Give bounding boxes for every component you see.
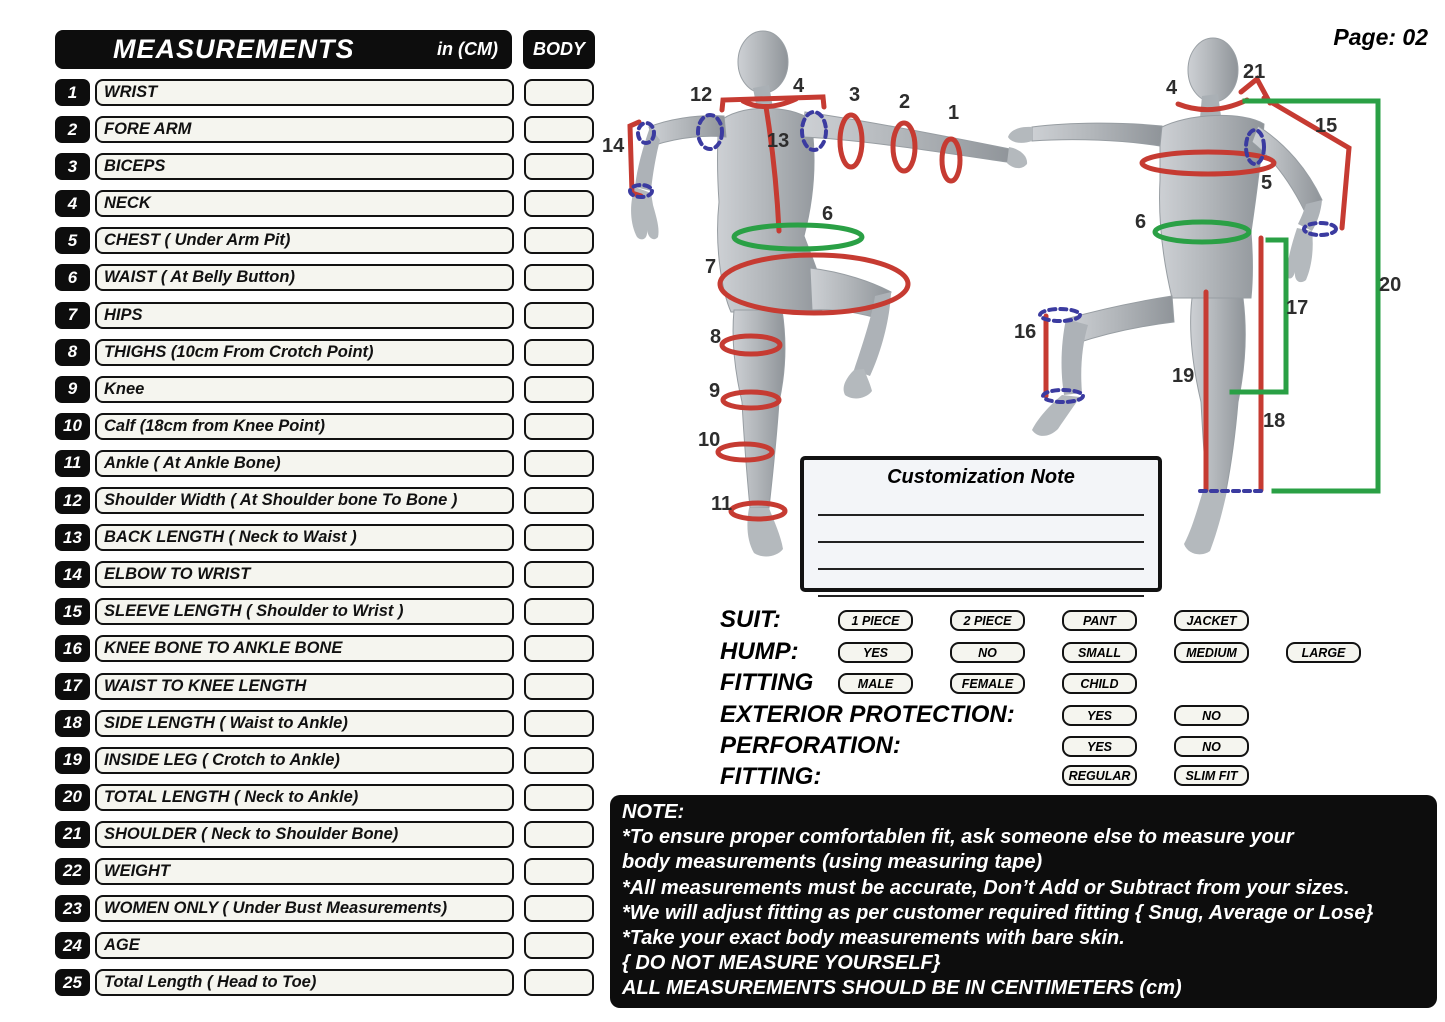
- row-number-badge: 21: [55, 821, 90, 848]
- measurement-value-input[interactable]: [524, 302, 594, 329]
- row-number-badge: 18: [55, 710, 90, 737]
- measurement-label: WAIST TO KNEE LENGTH: [95, 673, 514, 700]
- row-number-badge: 12: [55, 487, 90, 514]
- option-button[interactable]: REGULAR: [1062, 765, 1137, 786]
- row-number-badge: 4: [55, 190, 90, 217]
- option-button[interactable]: NO: [1174, 736, 1249, 757]
- measurement-row: [55, 561, 594, 588]
- measurement-value-input[interactable]: [524, 376, 594, 403]
- measurement-value-input[interactable]: [524, 561, 594, 588]
- measurement-value-input[interactable]: [524, 821, 594, 848]
- measurement-row: [55, 264, 594, 291]
- measurement-label: BACK LENGTH ( Neck to Waist ): [95, 524, 514, 551]
- option-button[interactable]: PANT: [1062, 610, 1137, 631]
- annotation-number: 6: [822, 203, 834, 225]
- measurement-row: [55, 524, 594, 551]
- option-button[interactable]: MALE: [838, 673, 913, 694]
- measurement-value-input[interactable]: [524, 116, 594, 143]
- measurement-row: [55, 413, 594, 440]
- measurement-label: HIPS: [95, 302, 514, 329]
- measurement-label: WEIGHT: [95, 858, 514, 885]
- measurement-value-input[interactable]: [524, 932, 594, 959]
- measurement-label: Total Length ( Head to Toe): [95, 969, 514, 996]
- option-button[interactable]: SMALL: [1062, 642, 1137, 663]
- row-number-badge: 25: [55, 969, 90, 996]
- row-number-badge: 17: [55, 673, 90, 700]
- annotation-number: 20: [1379, 274, 1402, 296]
- row-number-badge: 9: [55, 376, 90, 403]
- measurement-row: [55, 673, 594, 700]
- measurement-value-input[interactable]: [524, 339, 594, 366]
- row-number-badge: 8: [55, 339, 90, 366]
- measurement-label: WOMEN ONLY ( Under Bust Measurements): [95, 895, 514, 922]
- row-number-badge: 22: [55, 858, 90, 885]
- measurement-row: [55, 932, 594, 959]
- measurement-row: [55, 302, 594, 329]
- annotation-number: 21: [1243, 61, 1266, 83]
- option-label-hump: HUMP:: [720, 638, 799, 665]
- measurement-row: [55, 339, 594, 366]
- measurement-label: Shoulder Width ( At Shoulder bone To Bone ): [95, 487, 514, 514]
- option-button[interactable]: JACKET: [1174, 610, 1249, 631]
- annotation-number: 5: [1261, 172, 1273, 194]
- measurement-row: [55, 598, 594, 625]
- row-number-badge: 11: [55, 450, 90, 477]
- measurement-list: [55, 79, 594, 996]
- row-number-badge: 24: [55, 932, 90, 959]
- measurement-value-input[interactable]: [524, 673, 594, 700]
- annotation-number: 10: [698, 429, 721, 451]
- measurement-row: [55, 747, 594, 774]
- measurement-row: [55, 635, 594, 662]
- measurements-header: [55, 30, 512, 69]
- measurement-value-input[interactable]: [524, 635, 594, 662]
- option-label-exterior-protection: EXTERIOR PROTECTION:: [720, 701, 1015, 728]
- annotation-number: 6: [1135, 211, 1147, 233]
- annotation-number: 16: [1014, 321, 1037, 343]
- measurement-row: [55, 450, 594, 477]
- page-number: Page: 02: [1333, 24, 1428, 50]
- measurement-label: WRIST: [95, 79, 514, 106]
- measurement-row: [55, 190, 594, 217]
- annotation-number: 18: [1263, 410, 1286, 432]
- note-text-line: *All measurements must be accurate, Don’t Add or Subtract from your sizes.: [622, 876, 1350, 899]
- note-write-line[interactable]: [818, 568, 1144, 570]
- row-number-badge: 20: [55, 784, 90, 811]
- measurement-value-input[interactable]: [524, 858, 594, 885]
- row-number-badge: 13: [55, 524, 90, 551]
- option-button[interactable]: FEMALE: [950, 673, 1025, 694]
- option-label-perforation: PERFORATION:: [720, 732, 901, 759]
- note-text-line: body measurements (using measuring tape): [622, 851, 1043, 874]
- measurement-value-input[interactable]: [524, 264, 594, 291]
- measurement-row: [55, 821, 594, 848]
- annotation-number: 11: [711, 493, 733, 515]
- annotation-number: 9: [709, 380, 721, 402]
- hump-options: [838, 642, 1398, 663]
- customization-note-title: Customization Note: [887, 466, 1075, 488]
- fitting-gender-options: [838, 673, 1174, 694]
- annotation-number: 19: [1172, 365, 1195, 387]
- annotation-number: 4: [793, 75, 805, 97]
- measurement-value-input[interactable]: [524, 710, 594, 737]
- perforation-options: [1062, 736, 1286, 757]
- annotation-number: 2: [899, 91, 911, 113]
- option-button[interactable]: YES: [1062, 736, 1137, 757]
- note-text-line: *We will adjust fitting as per customer required fitting { Snug, Average or Lose}: [622, 901, 1374, 924]
- option-button[interactable]: 2 PIECE: [950, 610, 1025, 631]
- note-write-line[interactable]: [818, 541, 1144, 543]
- row-number-badge: 5: [55, 227, 90, 254]
- option-button[interactable]: CHILD: [1062, 673, 1137, 694]
- note-write-line[interactable]: [818, 595, 1144, 597]
- measurement-label: SLEEVE LENGTH ( Shoulder to Wrist ): [95, 598, 514, 625]
- annotation-number: 4: [1166, 77, 1178, 99]
- measurement-label: SHOULDER ( Neck to Shoulder Bone): [95, 821, 514, 848]
- measurement-value-input[interactable]: [524, 450, 594, 477]
- measurement-row: [55, 858, 594, 885]
- customization-note-box: [800, 456, 1162, 592]
- exterior-protection-options: [1062, 705, 1286, 726]
- row-number-badge: 10: [55, 413, 90, 440]
- row-number-badge: 7: [55, 302, 90, 329]
- annotation-number: 8: [710, 326, 722, 348]
- annotation-number: 14: [602, 135, 625, 157]
- annotation-number: 12: [690, 84, 713, 106]
- annotation-number: 17: [1286, 297, 1309, 319]
- measurement-label: Ankle ( At Ankle Bone): [95, 450, 514, 477]
- note-write-line[interactable]: [818, 514, 1144, 516]
- row-number-badge: 2: [55, 116, 90, 143]
- measurement-row: [55, 784, 594, 811]
- measurement-row: [55, 227, 594, 254]
- option-button[interactable]: NO: [950, 642, 1025, 663]
- row-number-badge: 16: [55, 635, 90, 662]
- measurement-row: [55, 710, 594, 737]
- page-title: MEASUREMENTS: [113, 34, 355, 64]
- annotation-number: 7: [705, 256, 717, 278]
- note-text-line: *Take your exact body measurements with bare skin.: [622, 927, 1125, 950]
- option-button[interactable]: YES: [838, 642, 913, 663]
- option-label-suit: SUIT:: [720, 606, 781, 633]
- suit-options: [838, 610, 1286, 631]
- measurement-row: [55, 79, 594, 106]
- note-text-line: ALL MEASUREMENTS SHOULD BE IN CENTIMETERS (cm): [622, 977, 1182, 1000]
- measurement-row: [55, 969, 594, 996]
- note-text-line: { DO NOT MEASURE YOURSELF}: [622, 952, 941, 975]
- measurement-row: [55, 376, 594, 403]
- fitting-style-options: [1062, 765, 1286, 786]
- measurement-value-input[interactable]: [524, 487, 594, 514]
- annotation-number: 13: [767, 130, 790, 152]
- measurement-label: KNEE BONE TO ANKLE BONE: [95, 635, 514, 662]
- row-number-badge: 19: [55, 747, 90, 774]
- measurement-row: [55, 895, 594, 922]
- row-number-badge: 14: [55, 561, 90, 588]
- measurement-label: BICEPS: [95, 153, 514, 180]
- row-number-badge: 15: [55, 598, 90, 625]
- measurement-value-input[interactable]: [524, 190, 594, 217]
- note-box: [610, 795, 1437, 1008]
- measurement-value-input[interactable]: [524, 598, 594, 625]
- measurement-label: ELBOW TO WRIST: [95, 561, 514, 588]
- measurement-value-input[interactable]: [524, 895, 594, 922]
- measurement-label: THIGHS (10cm From Crotch Point): [95, 339, 514, 366]
- measurement-value-input[interactable]: [524, 153, 594, 180]
- measurement-label: INSIDE LEG ( Crotch to Ankle): [95, 747, 514, 774]
- row-number-badge: 1: [55, 79, 90, 106]
- measurement-label: AGE: [95, 932, 514, 959]
- annotation-number: 15: [1315, 115, 1338, 137]
- measurement-label: SIDE LENGTH ( Waist to Ankle): [95, 710, 514, 737]
- option-label-fitting-gender: FITTING: [720, 669, 814, 696]
- measurement-row: [55, 487, 594, 514]
- unit-label: in (CM): [437, 39, 498, 59]
- measurement-value-input[interactable]: [524, 413, 594, 440]
- body-column-header: BODY: [523, 30, 595, 69]
- option-button[interactable]: YES: [1062, 705, 1137, 726]
- measurement-value-input[interactable]: [524, 969, 594, 996]
- measurement-label: NECK: [95, 190, 514, 217]
- measurement-row: [55, 153, 594, 180]
- measurement-value-input[interactable]: [524, 79, 594, 106]
- measurement-value-input[interactable]: [524, 227, 594, 254]
- row-number-badge: 6: [55, 264, 90, 291]
- measurement-label: CHEST ( Under Arm Pit): [95, 227, 514, 254]
- option-button[interactable]: LARGE: [1286, 642, 1361, 663]
- measurement-label: Calf (18cm from Knee Point): [95, 413, 514, 440]
- row-number-badge: 23: [55, 895, 90, 922]
- option-button[interactable]: MEDIUM: [1174, 642, 1249, 663]
- measurement-label: FORE ARM: [95, 116, 514, 143]
- measurement-row: [55, 116, 594, 143]
- annotation-number: 1: [948, 102, 960, 124]
- measurement-label: TOTAL LENGTH ( Neck to Ankle): [95, 784, 514, 811]
- note-text-line: NOTE:: [622, 801, 685, 823]
- annotation-number: 3: [849, 84, 861, 106]
- measurement-value-input[interactable]: [524, 784, 594, 811]
- measurement-label: WAIST ( At Belly Button): [95, 264, 514, 291]
- measurement-value-input[interactable]: [524, 747, 594, 774]
- option-button[interactable]: 1 PIECE: [838, 610, 913, 631]
- note-text-line: *To ensure proper comfortablen fit, ask someone else to measure your: [622, 826, 1294, 849]
- option-label-fitting-style: FITTING:: [720, 763, 822, 790]
- measurement-label: Knee: [95, 376, 514, 403]
- option-button[interactable]: NO: [1174, 705, 1249, 726]
- measurement-value-input[interactable]: [524, 524, 594, 551]
- row-number-badge: 3: [55, 153, 90, 180]
- option-button[interactable]: SLIM FIT: [1174, 765, 1249, 786]
